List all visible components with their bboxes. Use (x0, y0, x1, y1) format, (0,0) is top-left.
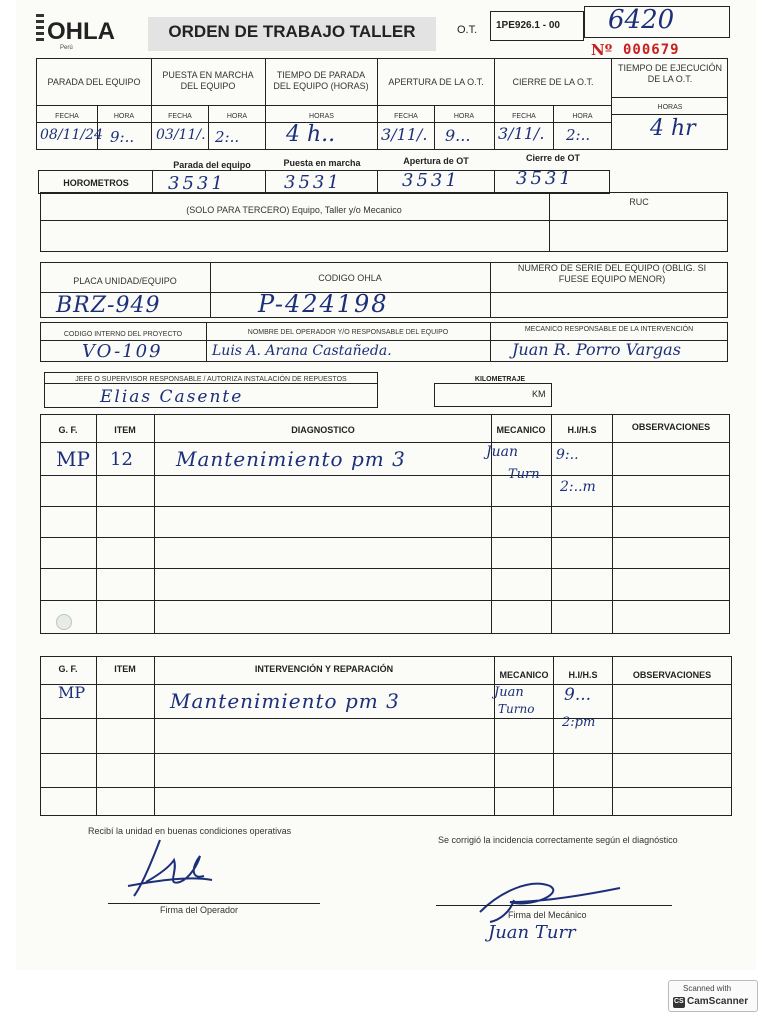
ot-value: 1PE926.1 - 00 (496, 20, 560, 31)
operador-signature-label: Firma del Operador (160, 905, 239, 915)
apertura-hora-header: HORA (453, 113, 475, 120)
apertura-fecha-value: 3/11/. (381, 125, 428, 144)
cierre-hora-header: HORA (572, 113, 593, 120)
brand-name: OHLA (47, 18, 115, 45)
diag-desc-header: DIAGNOSTICO (291, 425, 355, 435)
diag-row1-mec2: Turn (508, 467, 540, 482)
horometro-col-parada: Parada del equipo (173, 160, 251, 170)
mecanico-declaration: Se corrigió la incidencia correctamente según el diagnóstico (438, 835, 678, 845)
tiempo-parada-label: TIEMPO DE PARADA DEL EQUIPO (HORAS) (273, 70, 369, 91)
jefe-label: JEFE O SUPERVISOR RESPONSABLE / AUTORIZA INSTALACIÓN DE REPUESTOS (75, 376, 347, 383)
horometro-apertura-value: 3531 (402, 170, 460, 191)
mecanico-responsable-value: Juan R. Porro Vargas (512, 340, 681, 359)
horometro-puesta-value: 3531 (284, 172, 342, 193)
serie-label: NUMERO DE SERIE DEL EQUIPO (OBLIG. SI FUESE EQUIPO MENOR) (517, 263, 707, 284)
horometro-col-cierre: Cierre de OT (525, 153, 581, 163)
ohla-logo (36, 14, 136, 50)
puesta-fecha-header: FECHA (168, 113, 192, 120)
puesta-hora-header: HORA (226, 113, 248, 120)
int-obs-header: OBSERVACIONES (632, 670, 712, 680)
hole-punch-mark (56, 614, 72, 630)
mecanico-signature-label: Firma del Mecánico (508, 910, 587, 920)
int-item-header: ITEM (114, 664, 136, 674)
int-gf-header: G. F. (58, 664, 78, 674)
serial-prefix: Nº (591, 41, 613, 59)
codigo-ohla-label: CODIGO OHLA (318, 273, 382, 283)
operador-label: NOMBRE DEL OPERADOR Y/O RESPONSABLE DEL EQUIPO (247, 329, 449, 336)
horometro-col-apertura: Apertura de OT (403, 156, 469, 166)
mecanico-signature-line (436, 905, 672, 906)
ejecucion-horas-header: HORAS (657, 104, 683, 111)
apertura-label: APERTURA DE LA O.T. (388, 77, 484, 87)
tercero-label: (SOLO PARA TERCERO) Equipo, Taller y/o Mecanico (186, 205, 402, 215)
tiempo-parada-horas-header: HORAS (309, 113, 334, 120)
int-row1-hs2: 2:pm (562, 715, 596, 730)
tiempo-parada-value: 4 h.. (286, 122, 336, 147)
puesta-fecha-value: 03/11/. (156, 127, 206, 143)
codigo-ohla-value: P-424198 (258, 290, 389, 318)
camscanner-watermark (668, 980, 758, 1012)
parada-hora-header: HORA (113, 113, 135, 120)
camscanner-logo-icon: CS (673, 997, 685, 1008)
logo-mark-icon (36, 14, 44, 44)
operador-signature (120, 836, 220, 906)
placa-label: PLACA UNIDAD/EQUIPO (73, 276, 177, 286)
diag-row1-item: 12 (110, 449, 133, 470)
operador-value: Luis A. Arana Castañeda. (212, 343, 392, 359)
serial-number: 000679 (623, 42, 680, 58)
kilometraje-label: KILOMETRAJE (474, 376, 526, 383)
diag-obs-header: OBSERVACIONES (631, 422, 711, 432)
parada-hora-value: 9:.. (110, 128, 135, 146)
jefe-value: Elias Casente (100, 387, 244, 407)
camscanner-text: CamScanner (687, 996, 749, 1007)
int-row1-desc: Mantenimiento pm 3 (170, 689, 400, 713)
int-hs-header: H.I/H.S (568, 670, 598, 680)
horometro-cierre-value: 3531 (516, 168, 574, 189)
horometros-label: HOROMETROS (63, 178, 129, 188)
diag-row1-hs1: 9:.. (556, 447, 579, 463)
scanned-with-text: Scanned with (683, 984, 732, 993)
ejecucion-value: 4 hr (650, 116, 696, 141)
int-row1-mec2: Turno (498, 702, 535, 716)
horometro-parada-value: 3531 (168, 173, 226, 194)
int-row1-gf: MP (58, 683, 86, 702)
diag-mecanico-header: MECANICO (496, 425, 546, 435)
parada-fecha-value: 08/11/24 (40, 127, 103, 143)
diag-hs-header: H.I/H.S (567, 425, 597, 435)
diag-item-header: ITEM (114, 425, 136, 435)
operador-declaration: Recibí la unidad en buenas condiciones operativas (88, 826, 292, 836)
codigo-proyecto-label: CODIGO INTERNO DEL PROYECTO (63, 331, 183, 338)
apertura-fecha-header: FECHA (394, 113, 418, 120)
ot-handwritten-number: 6420 (608, 5, 675, 35)
mecanico-responsable-label: MECANICO RESPONSABLE DE LA INTERVENCIÓN (524, 326, 694, 333)
kilometraje-unit: KM (532, 389, 546, 399)
mecanico-handwritten-name: Juan Turr (488, 922, 576, 943)
int-row1-hs1: 9... (564, 685, 592, 705)
puesta-hora-value: 2:.. (215, 128, 240, 146)
ejecucion-label: TIEMPO DE EJECUCIÓN DE LA O.T. (617, 63, 722, 84)
parada-label: PARADA DEL EQUIPO (47, 77, 141, 87)
parada-fecha-header: FECHA (55, 113, 79, 120)
codigo-proyecto-value: VO-109 (82, 341, 163, 362)
operador-signature-line (108, 903, 320, 904)
cierre-hora-value: 2:.. (566, 126, 591, 144)
brand-country: Perú (60, 45, 73, 51)
cierre-fecha-header: FECHA (512, 113, 536, 120)
cierre-label: CIERRE DE LA O.T. (512, 77, 594, 87)
ot-label: O.T. (457, 24, 478, 36)
placa-value: BRZ-949 (56, 293, 161, 318)
diag-row1-desc: Mantenimiento pm 3 (176, 447, 406, 471)
diag-row1-hs2: 2:..m (560, 479, 596, 495)
diag-row1-mec1: Juan (486, 444, 518, 460)
int-row1-mec1: Juan (494, 685, 524, 700)
int-mecanico-header: MECANICO (499, 670, 549, 680)
diag-row1-gf: MP (56, 447, 90, 471)
page-title: ORDEN DE TRABAJO TALLER (168, 22, 416, 41)
puesta-label: PUESTA EN MARCHA DEL EQUIPO (162, 70, 254, 91)
horometro-col-puesta: Puesta en marcha (283, 158, 361, 168)
diag-gf-header: G. F. (58, 425, 78, 435)
cierre-fecha-value: 3/11/. (498, 124, 545, 143)
ruc-label: RUC (629, 197, 649, 207)
apertura-hora-value: 9... (445, 126, 471, 145)
int-desc-header: INTERVENCIÓN Y REPARACIÓN (254, 664, 394, 674)
